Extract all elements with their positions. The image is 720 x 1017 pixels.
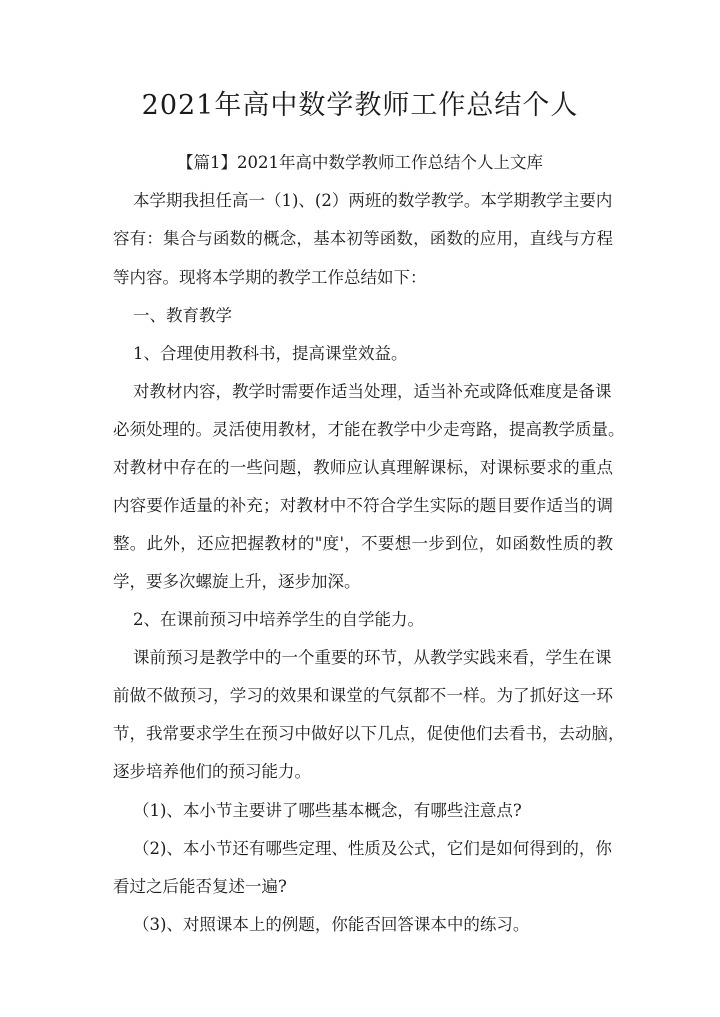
paragraph-line: 内容要作适量的补充；对教材中不符合学生实际的题目要作适当的调 — [113, 496, 613, 515]
paragraph-line: 课前预习是教学中的一个重要的环节，从教学实践来看，学生在课 — [133, 648, 612, 667]
paragraph-line: 对教材内容，教学时需要作适当处理，适当补充或降低难度是备课 — [133, 382, 612, 401]
paragraph-line: 等内容。现将本学期的教学工作总结如下： — [113, 268, 427, 287]
paragraph-line: 对教材中存在的一些问题，教师应认真理解课标，对课标要求的重点 — [113, 458, 613, 477]
subsection-heading-line: 2、在课前预习中培养学生的自学能力。 — [133, 610, 424, 629]
paragraph-line: 前做不做预习，学习的效果和课堂的气氛都不一样。为了抓好这一环 — [113, 686, 613, 705]
document-title: 2021年高中数学教师工作总结个人 — [141, 90, 579, 121]
paragraph-line: 整。此外，还应把握教材的"度'，不要想一步到位，如函数性质的教 — [113, 534, 613, 553]
section-heading-line: 一、教育教学 — [133, 306, 232, 325]
paragraph-line: 必须处理的。灵活使用教材，才能在教学中少走弯路，提高教学质量。 — [113, 420, 625, 439]
paragraph-line: 逐步培养他们的预习能力。 — [113, 762, 311, 781]
list-item-line: （2)、本小节还有哪些定理、性质及公式，它们是如何得到的，你 — [133, 839, 612, 858]
list-item-line: （1)、本小节主要讲了哪些基本概念，有哪些注意点? — [133, 801, 522, 820]
paragraph-line: 容有：集合与函数的概念，基本初等函数，函数的应用，直线与方程 — [113, 229, 613, 248]
paragraph-line: 本学期我担任高一（1)、(2）两班的数学教学。本学期教学主要内 — [133, 191, 613, 210]
paragraph-line: 节，我常要求学生在预习中做好以下几点，促使他们去看书，去动脑， — [113, 724, 625, 743]
subsection-heading-line: 1、合理使用教科书，提高课堂效益。 — [133, 344, 408, 363]
list-item-line: 看过之后能否复述一遍? — [113, 877, 287, 896]
paragraph-line: 学，要多次螺旋上升，逐步加深。 — [113, 572, 361, 591]
list-item-line: （3)、对照课本上的例题，你能否回答课本中的练习。 — [133, 915, 530, 934]
section-heading: 【篇1】2021年高中数学教师工作总结个人上文库 — [177, 153, 543, 172]
